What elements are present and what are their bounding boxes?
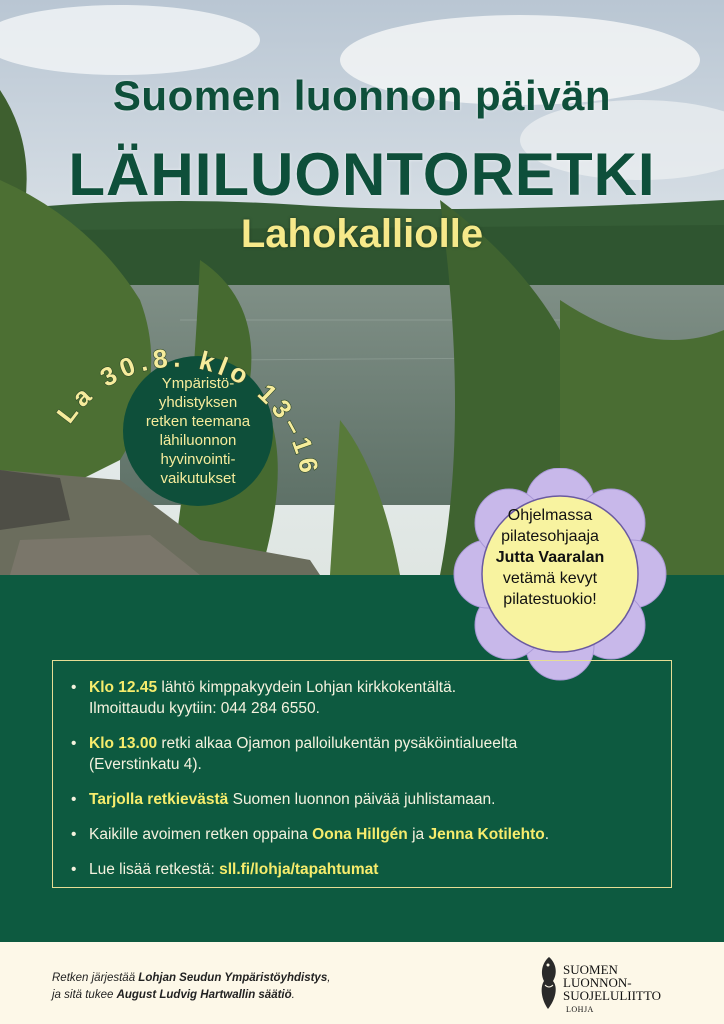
footer-text: Retken järjestää: [52, 972, 139, 984]
item-text: retki alkaa Ojamon palloilukentän pysäköintialueelta: [157, 735, 518, 752]
flower-text: [476, 505, 624, 610]
organizer-name: Lohjan Seudun Ympäristöyhdistys: [138, 972, 328, 984]
item-text-mid: ja: [407, 826, 429, 843]
list-item: • Klo 13.00 retki alkaa Ojamon palloilukentän pysäköintialueelta (Everstinkatu 4).: [71, 735, 518, 773]
sll-logo-text: [563, 963, 661, 1002]
flower-line2: pilatesohjaaja: [501, 528, 599, 545]
title-main: LÄHILUONTORETKI: [68, 141, 656, 208]
snacks-highlight: Tarjolla retkievästä: [89, 791, 229, 808]
guide-name-2: Jenna Kotilehto: [428, 826, 545, 843]
item-text: Suomen luonnon päivää juhlistamaan.: [228, 791, 496, 808]
flower-instructor-name: Jutta Vaaralan: [495, 549, 605, 566]
list-item: • Klo 12.45 lähtö kimppakyydein Lohjan kirkkokentältä. Ilmoittaudu kyytiin: 044 284 6550.: [71, 679, 457, 717]
item-text-line2: (Everstinkatu 4).: [89, 756, 202, 773]
footer-text: ja sitä tukee: [52, 989, 117, 1001]
schedule-list: [53, 661, 671, 880]
footer-text: ,: [327, 972, 331, 984]
date-arc-text: La 30.8. klo 13–16: [50, 342, 326, 480]
list-item: • Lue lisää retkestä: sll.fi/lohja/tapahtumat: [71, 861, 379, 878]
time-1245: Klo 12.45: [89, 679, 158, 696]
item-text-line2: Ilmoittaudu kyytiin: 044 284 6550.: [89, 700, 320, 717]
seal-logo-icon: [536, 955, 562, 1013]
theme-circle-text: Ympäristö-yhdistyksen retken teemana lähiluonnon hyvinvointi-vaikutukset: [145, 375, 251, 487]
item-text: Kaikille avoimen retken oppaina: [89, 826, 313, 843]
footer-credits: [52, 970, 330, 1004]
flower-line1: Ohjelmassa: [507, 507, 593, 524]
logo-line2: LUONNON-: [563, 975, 632, 990]
list-item: • Tarjolla retkievästä Suomen luonnon päivää juhlistamaan.: [71, 791, 496, 808]
more-info-link[interactable]: sll.fi/lohja/tapahtumat: [219, 861, 379, 878]
logo-line3: SUOJELULIITTO: [563, 988, 661, 1003]
title-destination: Lahokalliolle: [240, 212, 484, 256]
logo-branch: LOHJA: [566, 1005, 594, 1014]
title-line1: Suomen luonnon päivän: [112, 72, 612, 119]
item-text-end: .: [544, 826, 550, 843]
time-1300: Klo 13.00: [89, 735, 158, 752]
logo-line1: SUOMEN: [563, 962, 618, 977]
flower-line4: pilatestuokio!: [503, 591, 597, 608]
item-text: Lue lisää retkestä:: [89, 861, 220, 878]
footer-text: .: [291, 989, 295, 1001]
svg-text:La 30.8. klo 13–16: [50, 343, 325, 480]
guide-name-1: Oona Hillgén: [312, 826, 408, 843]
list-item: • Kaikille avoimen retken oppaina Oona Hillgén ja Jenna Kotilehto.: [71, 826, 550, 843]
sponsor-name: August Ludvig Hartwallin säätiö: [116, 989, 292, 1001]
item-text: lähtö kimppakyydein Lohjan kirkkokentältä.: [157, 679, 457, 696]
flower-line3: vetämä kevyt: [502, 570, 598, 587]
schedule-box: [52, 660, 672, 888]
